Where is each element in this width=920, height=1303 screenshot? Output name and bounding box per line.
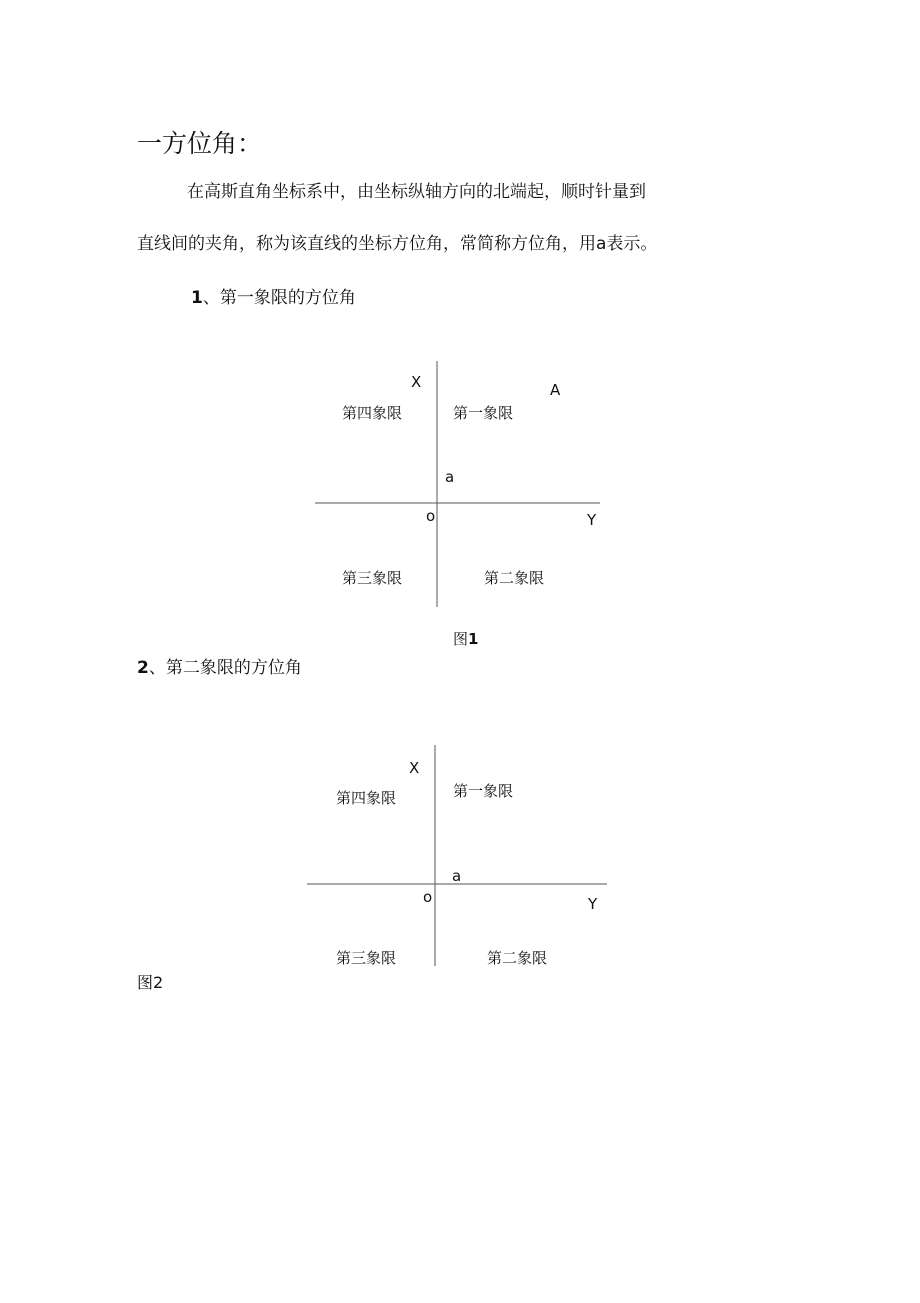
figure-1-caption-number: 1 bbox=[468, 630, 479, 648]
figure-1-caption-prefix: 图 bbox=[453, 630, 469, 648]
figure-2-quadrant-3: 第三象限 bbox=[336, 949, 397, 967]
figure-1-x-label: X bbox=[411, 373, 422, 391]
figure-2-quadrant-2: 第二象限 bbox=[487, 949, 548, 967]
figure-2-caption: 图2 bbox=[137, 973, 164, 992]
figure-1-quadrant-4: 第四象限 bbox=[342, 404, 403, 422]
intro-paragraph-line-1: 在高斯直角坐标系中，由坐标纵轴方向的北端起，顺时针量到 bbox=[187, 182, 646, 202]
figure-2-quadrant-4: 第四象限 bbox=[336, 789, 397, 807]
figure-2-angle-label: a bbox=[452, 867, 462, 885]
section-1-number: 1 bbox=[191, 288, 203, 308]
figure-1-quadrant-1: 第一象限 bbox=[453, 404, 514, 422]
section-2-number: 2 bbox=[137, 658, 149, 678]
figure-2-quadrant-1: 第一象限 bbox=[453, 782, 514, 800]
figure-1-quadrant-2: 第二象限 bbox=[484, 569, 545, 587]
figure-1-y-label: Y bbox=[587, 511, 597, 529]
figure-1-point-label: A bbox=[550, 381, 561, 399]
section-1-text: 、第一象限的方位角 bbox=[202, 288, 356, 308]
page-heading: 一方位角： bbox=[137, 129, 263, 158]
section-2-text: 、第二象限的方位角 bbox=[148, 658, 302, 678]
figure-1-origin-label: o bbox=[426, 507, 436, 525]
figure-2-y-label: Y bbox=[588, 895, 598, 913]
figure-1-angle-label: a bbox=[445, 468, 455, 486]
figure-2-x-label: X bbox=[409, 759, 420, 777]
intro-paragraph-line-2: 直线间的夹角，称为该直线的坐标方位角，常简称方位角，用a表示。 bbox=[137, 234, 658, 254]
figure-1-quadrant-3: 第三象限 bbox=[342, 569, 403, 587]
figure-2-origin-label: o bbox=[423, 888, 433, 906]
